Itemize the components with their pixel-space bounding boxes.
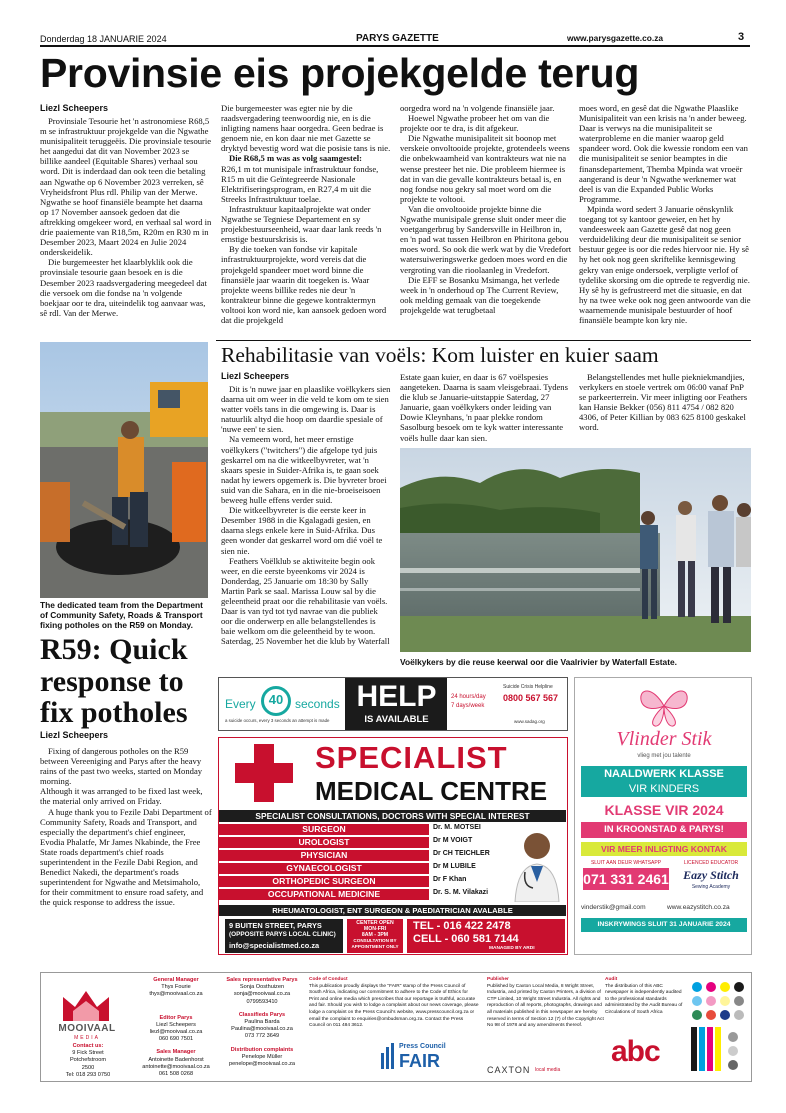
vlinder-sub: vlieg met jou talente <box>637 753 691 759</box>
caxton-logo: CAXTON <box>487 1065 531 1075</box>
medical-cross-icon <box>235 744 293 802</box>
vlinder-site[interactable]: www.eazystitch.co.za <box>667 904 730 911</box>
lead-paragraph: R26,1 m tot munisipale infrastruktuur fondse, R15 m uit die Geïntegreerde Nasionale Elektrifiseringsprogram, en R27,4 m uit die Streeks Infrastruktuur toelae. <box>221 163 379 204</box>
doctor-name: Dr. M. MOTSEI <box>433 824 481 831</box>
help-available: IS AVAILABLE <box>364 714 429 725</box>
sales-rep-line[interactable]: sonja@mooivaal.co.za <box>233 991 291 998</box>
lead-paragraph: moes word, en gesê dat die Ngwathe Plaaslike Munisipaliteit van een krisis na 'n ander beweeg. Daar is verwys na die munisipaliteit se waterprobleme en die manier waarop geld spandeer word. Ook die kwessie rondom een van die munisipaliteit se senior beamptes in die finansdepartement, Themba Mpinda wat vroeër aangerand is deur 'n Ngwathe werknemer wat deel is van die Expanded Public Works Programme. <box>579 103 748 204</box>
doctor-name: Dr F Khan <box>433 876 467 883</box>
service-row: ORTHOPEDIC SURGEON <box>219 876 429 887</box>
service-row: GYNAECOLOGIST <box>219 863 429 874</box>
lead-paragraph: By die toeken van fondse vir kapitale infrastruktuurprojekte, word vereis dat die projekgeld spandeer moet word binne die finansiële jaar waarin dit toegeken is. Waar projekte weens billike redes nie deur 'n kontrakteur binne die gegewe kontraktermyn voltooi kon word nie, kan aansoek gedoen word dat die projekgeld <box>221 244 387 325</box>
doctor-name: Dr. S. M. Vilakazi <box>433 889 489 896</box>
mooivaal-logo-sub: MEDIA <box>74 1035 100 1041</box>
publisher-text: Published by Caxton Local Media, 8 Wright Street, Industria, and printed by Caxton Printers, a division of CTP Limited, 10 Wright Street Industria. All rights and reproduction of all reports, photographs, drawings and all materials published in this newspaper are hereby reserved in terms of Section 12 (7) of the Copyright Act No 98 of 1978 and any amendments thereof. <box>487 983 604 1029</box>
footer-imprint <box>40 972 752 1082</box>
footer-publisher <box>487 977 607 1030</box>
birds-top-rule <box>216 340 751 341</box>
medical-email[interactable]: info@specialistmed.co.za <box>229 941 320 950</box>
birds-paragraph: Die witkeelbyvreter is die eerste keer in Desember 1988 in die Kgalagadi gesien, en daarna slegs enkele kere in Suid-Afrika. Dus geen wonder dat geskarrel word om dié voël te sien nie. <box>221 505 383 556</box>
vlinder-brand: Vlinder Stik <box>616 728 712 750</box>
help-days: 7 days/week <box>451 703 485 709</box>
medical-tel[interactable]: TEL - 016 422 2478 <box>413 920 511 932</box>
contact-line: 9 Fick Street <box>72 1050 104 1057</box>
sales-rep-line: Sonja Oosthuizen <box>239 984 285 991</box>
footer-staff-col-1 <box>133 977 219 1078</box>
footer-audit <box>605 977 685 1017</box>
medical-open-4: CONSULTATION BY <box>353 938 397 943</box>
distribution-line[interactable]: penelope@mooivaal.co.za <box>228 1061 295 1068</box>
help-every: Every <box>225 697 256 711</box>
butterfly-icon <box>635 684 693 728</box>
vlinder-email[interactable]: vinderstik@gmail.com <box>581 904 646 911</box>
medical-address-1: 9 BUITEN STREET, PARYS <box>229 921 322 930</box>
distribution-line: Penelope Müller <box>241 1053 283 1060</box>
abc-logo: abc <box>611 1035 660 1068</box>
press-council-label: Press Council <box>399 1043 446 1050</box>
contact-line: Tel: 018 293 0750 <box>65 1071 111 1078</box>
doctor-name: Dr M LUBILE <box>433 863 476 870</box>
gm-line: Thys Fourie <box>161 984 191 991</box>
colour-swatch-icon <box>689 979 747 1075</box>
help-hours: 24 hours/day <box>451 694 486 700</box>
lead-paragraph: Die Ngwathe munisipaliteit sit boonop met verskeie onvoltooide projekte, grotendeels weens die onbekwaamheid van kontrakteurs wat nie na wense presteer het nie. Die probleem hiermee is dat in van die gevalle kontrakteurs betaal is, en nog fondse nou gekry sal moet word om die projekte te voltooi. <box>400 133 570 204</box>
sales-manager-line: Antoinette Badenhorst <box>148 1056 204 1063</box>
conduct-text: This publication proudly displays the "FAIR" stamp of the Press Council of South Africa, indicating our commitment to adhere to the Code of Ethics for Print and online media which prescribes that our reportage is truthful, accurate and fair. Should you wish to lodge a complaint about our news coverage, please lodge a complaint on the Press Council's website, www.presscouncil.org.za or email the complaint to enquiries@ombudsman.org.za. Contact the Press Council on 011 484 3612. <box>309 983 479 1029</box>
caxton-sub: local media <box>535 1067 561 1073</box>
vlinder-klasse: NAALDWERK KLASSE <box>581 766 747 782</box>
lead-paragraph: Die EFF se Bosanku Msimanga, het verlede week in 'n onderhoud op The Current Review, ook melding gemaak van die toegekende projekgelde wat terugbetaal <box>400 274 560 315</box>
birds-col-2 <box>400 372 572 443</box>
footer-staff-col-2 <box>219 977 305 1068</box>
audit-title: Audit <box>605 977 618 982</box>
fair-label: FAIR <box>399 1051 441 1071</box>
footer-conduct <box>309 977 479 1030</box>
birds-photo <box>400 448 751 652</box>
medical-title-1: SPECIALIST <box>315 740 508 775</box>
classifieds-line: Paulina Barda <box>244 1019 280 1026</box>
vlinder-info: VIR MEER INLIGTING KONTAK <box>581 842 747 856</box>
contact-title: Contact us: <box>72 1043 104 1049</box>
medical-address-2: (OPPOSITE PARYS LOCAL CLINIC) <box>229 931 336 938</box>
birds-paragraph: Dit is 'n nuwe jaar en plaaslike voëlkykers sien daarna uit om weer in die veld te kom om te sien watter voëls tans in die omgewing is. Daar is natuurlik altyd die hoop om daardie spesiale of 'nuwe een' te sien. <box>221 384 391 435</box>
service-row: SURGEON <box>219 824 429 835</box>
lead-paragraph: Infrastruktuur kapitaalprojekte wat onder Ngwathe se Tegniese Departement en sy projekbestuurseenheid, waar daar lank reeds 'n ernstige bestuurskrisis is. <box>221 203 382 245</box>
doctor-name: Dr CH TEICHLER <box>433 850 490 857</box>
help-site[interactable]: www.sadag.org <box>514 719 545 724</box>
vlinder-eazy: Eazy Stitch <box>683 868 739 882</box>
pothole-paragraph: A huge thank you to Fezile Dabi Department of Community Safety, Roads and Transport, and especially the department's chief engineer, Evodia Phalatfe, Mr James Nkabinde, the Free State roads department's chief roads superintendent in the Fezile Dabi Region, and Benedict Nakedi, the department's roads superintendent for Ngwathe and Metsimaholo, for their commitment to ensure road safety, and the quick response to address the issue. <box>40 806 212 908</box>
contact-line: Potchefstroom <box>69 1057 107 1064</box>
classifieds-line: 073 772 3649 <box>244 1033 280 1040</box>
contact-line: 2500 <box>81 1064 95 1071</box>
birds-headline: Rehabilitasie van voëls: Kom luister en kuier saam <box>221 343 659 367</box>
editor-line: 060 690 7501 <box>158 1036 194 1043</box>
lead-paragraph: Die burgemeester was egter nie by die raadsvergadering teenwoordig nie, en is die inligting namens haar oorgedra. Geen bedrae is genoem nie, en kon daar nie met Gazette se dryktyd bevestig word wat die posisie tans is nie. <box>221 103 391 154</box>
medical-title-2: MEDICAL CENTRE <box>315 776 548 806</box>
birds-paragraph: Estate gaan kuier, en daar is 67 voëlspesies aangeteken. Daarna is saam vleisgebraai. Tydens die klub se Januarie-uitstappie Saterdag, 27 Januarie, gaan voëlkykers onder leiding van Dowie Kleynhans, 'n paar plekke rondom Sasolburg besoek om te kyk watter interessante voëls hulle daar kan sien. <box>400 372 568 443</box>
pothole-paragraph: Although it was arranged to be fixed last week, the material only arrived on Friday. <box>40 786 203 807</box>
lead-paragraph: Provinsiale Tesourie het 'n astronomiese R68,5 m se infrastruktuur projekgelde van die Ngwathe munisipaliteit teruggeëis. Die provinsiale tesourie het aangedui dat dit van November 2023 se billike aandeel (Equitable Shares) verhaal sou word. Dit is inderdaad dan ook teen die betaling aan Ngwathe op 6 November 2023 verreken, sê Vryheidsfront Plus rdl. Philip van der Merwe. Ngwathe se hoof finansiële beampte het daarna op 17 November aansoek gedoen dat die aftrekking omgekeer word, en verhaal sal word in drie paaiemente van R18,5m, R20m en R30 m in Desember 2023, Maart 2024 en Julie 2024 onderskeidelik. <box>40 116 212 258</box>
pothole-paragraph: Fixing of dangerous potholes on the R59 between Vereeniging and Parys after the heavy rains of the past two weeks, started on Monday morning. <box>40 746 203 787</box>
classifieds-line[interactable]: Paulina@mooivaal.co.za <box>231 1026 293 1033</box>
birds-byline: Liezl Scheepers <box>221 371 290 381</box>
sales-rep-line: 0799593410 <box>246 998 278 1005</box>
birds-paragraph: Na vemeem word, het meer ernstige voëlkykers ("twitchers") die afgelope tyd juis geskarrel om na die witkeelbyvreter, wat 'n skaars spesie in Suider-Afrika is, te gaan soek nadat hy iewers opgemerk is. Die byvreter broei suid van die Sahara, en in die nie-broeiseisoen beweeg hulle effens verder suid. <box>221 434 387 506</box>
header-date: Donderdag 18 JANUARIE 2024 <box>40 34 167 44</box>
lead-col-3 <box>400 103 572 315</box>
lead-col-2 <box>221 103 393 325</box>
pothole-body <box>40 746 212 908</box>
service-row: OCCUPATIONAL MEDICINE <box>219 889 429 900</box>
classifieds-title: Classifieds Parys <box>238 1011 286 1018</box>
pothole-headline: R59: Quick response to fix potholes <box>40 633 188 729</box>
medical-banner: SPECIALIST CONSULTATIONS, DOCTORS WITH SPECIAL INTEREST <box>219 810 566 822</box>
doctor-name: Dr M VOIGT <box>433 837 473 844</box>
medical-cell[interactable]: CELL - 060 581 7144 <box>413 933 519 945</box>
help-seconds: seconds <box>295 697 340 711</box>
help-word: HELP <box>356 680 437 713</box>
sales-manager-line[interactable]: antoinette@mooivaal.co.za <box>142 1063 210 1070</box>
lead-col-4 <box>579 103 751 325</box>
medical-open-2: MON-FRI <box>363 926 387 932</box>
vlinder-ad[interactable] <box>574 677 752 955</box>
help-seconds-number: 40 <box>268 692 284 707</box>
editor-line: Liezl Scheepers <box>156 1021 196 1028</box>
medical-ad[interactable] <box>218 737 568 955</box>
medical-open-1: CENTER OPEN <box>356 920 394 926</box>
page-number: 3 <box>738 31 745 43</box>
sales-manager-line: 061 508 0268 <box>158 1071 194 1078</box>
sales-manager-title: Sales Manager <box>156 1049 196 1056</box>
help-crisis-number[interactable]: 0800 567 567 <box>503 693 559 703</box>
mooivaal-logo: MOOIVAAL <box>58 1023 116 1034</box>
medical-open-5: APPOINTMENT ONLY <box>351 944 399 949</box>
lead-byline: Liezl Scheepers <box>40 103 109 113</box>
pothole-caption: The dedicated team from the Department of Community Safety, Roads & Transport fixing potholes on the R59 on Monday. <box>40 600 203 630</box>
vlinder-closing: INSKRYWINGS SLUIT 31 JANUARIE 2024 <box>581 918 747 932</box>
vlinder-locations: IN KROONSTAD & PARYS! <box>581 822 747 838</box>
lead-paragraph: Die burgemeester het klaarblyklik ook die provinsiale tesourie gaan besoek en is die Desember 2023 raadsvergadering meegedeel dat die versoek om die fondse na 'n volgende boekjaar oor te dra, uiteindelik tog aanvaar was, sê rdl. Van der Merwe. <box>40 257 207 318</box>
vlinder-klasse-2024: KLASSE VIR 2024 <box>604 802 724 818</box>
help-ad[interactable] <box>218 677 568 731</box>
editor-line[interactable]: liezl@mooivaal.co.za <box>149 1029 203 1036</box>
service-row: UROLOGIST <box>219 837 429 848</box>
birds-caption: Voëlkykers by die reuse keerwal oor die Vaalrivier by Waterfall Estate. <box>400 657 677 667</box>
medical-services <box>219 824 439 904</box>
birds-col-3 <box>579 372 751 433</box>
help-tagline: a suicide occurs, every 3 seconds an attempt is made <box>225 718 330 723</box>
sales-rep-title: Sales representative Parys <box>226 977 298 983</box>
lead-paragraph: oorgedra word na 'n volgende finansiële jaar. <box>400 103 555 113</box>
footer-contact <box>45 1043 131 1079</box>
masthead-name: PARYS GAZETTE <box>356 33 439 44</box>
gm-title: General Manager <box>153 977 199 983</box>
doctor-photo <box>509 826 565 902</box>
lead-col-1 <box>40 116 212 318</box>
lead-subhead: Die R68,5 m was as volg saamgestel: <box>229 153 362 164</box>
pothole-byline: Liezl Scheepers <box>40 730 109 740</box>
medical-rheum: RHEUMATOLOGIST, ENT SURGEON & PAEDIATRICIAN AVALABLE <box>219 905 566 916</box>
lead-paragraph: Mpinda word sedert 3 Januarie oënskynlik toegang tot sy kantoor geweier, en het hy vandeesweek aan Gazette gesê dat nog geen verduideliking deur die munisipaliteit se senior bestuur gegee is oor die redes hiervoor nie. Hy sê hy het ook nog geen skriftelike kennisgewing gekry van enige ondersoek, verpligte verlof of tydelike skorsing om die optrede te regverdig nie. Hy sê hy is gefrustreerd met die situasie, en dat hy na twee weke ook nog geen antwoorde van die waarnemende munisipale bestuurder of hoof finansiële beampte kon kry nie. <box>579 203 751 325</box>
help-crisis-label: Suicide Crisis Helpline <box>503 684 553 690</box>
conduct-title: Code of Conduct <box>309 977 348 982</box>
press-council-icon <box>381 1043 395 1069</box>
vlinder-academy: Sewing Academy <box>691 884 731 890</box>
gm-line[interactable]: thys@mooivaal.co.za <box>149 991 203 998</box>
birds-paragraph: Belangstellendes met hulle piekniekmandjies, verkykers en stoele vertrek om 06:00 vanaf PnP se parkeerterrein. Vir meer inligting oor Feathers kan Hansie Bekker (056) 811 4754 / 082 820 4306, of Peter Killian by 083 625 8100 geskakel word. <box>579 372 748 433</box>
birds-paragraph: Feathers Voëlklub se aktiwiteite begin ook weer, en die eerste byeenkoms vir 2024 is Donderdag, 25 Januarie om 18:30 by Sally Martin Park se saal. Marissa Louw sal by die geleentheid praat oor die rehabilitasie van voëls. Daar is van tyd tot tyd navrae van die publiek oor die onderwerp en alle belangstellendes is baie welkom om die geleentheid by te woon. Saterdag, 25 November het die klub by Waterfall <box>221 555 390 647</box>
pothole-photo <box>40 342 208 598</box>
medical-managed: MANAGED BY ARDI <box>489 946 535 951</box>
header-website[interactable]: www.parysgazette.co.za <box>567 33 664 43</box>
vlinder-whatsapp: SLUIT AAN DEUR WHATSAPP <box>590 860 662 866</box>
audit-text: The distribution of this ABC newspaper is independently audited to the professional standards administrated by the Audit Bureau of Circulations of South Africa <box>605 983 683 1015</box>
birds-col-1 <box>221 384 391 646</box>
editor-title: Editor Parys <box>159 1014 193 1021</box>
medical-open-3: 8AM - 3PM <box>361 932 389 938</box>
vlinder-number[interactable]: 071 331 2461 <box>583 868 669 890</box>
mooivaal-logo-icon <box>61 987 111 1021</box>
vlinder-vir-kinders: VIR KINDERS <box>581 782 747 797</box>
lead-paragraph: Hoewel Ngwathe probeer het om van die projekte oor te dra, is dit afgekeur. <box>400 113 550 134</box>
lead-headline: Provinsie eis projekgelde terug <box>40 50 640 96</box>
vlinder-licensed: LICENCED EDUCATOR <box>683 860 739 866</box>
service-row: PHYSICIAN <box>219 850 429 861</box>
distribution-title: Distribution complaints <box>230 1046 294 1053</box>
lead-paragraph: Van die onvoltooide projekte binne die Ngwathe munisipale grense sluit onder meer die voetgangerbrug by Sandersville in Heilbron in, en 'n pad wat tussen Heilbron en Phiritona gebou moes word. So ook die werk wat by die Vredefort watersuiweringswerke gedoen moes word en die vergroting van die rioolaanleg in Vredefort. <box>400 203 572 275</box>
publisher-title: Publisher <box>487 977 509 982</box>
